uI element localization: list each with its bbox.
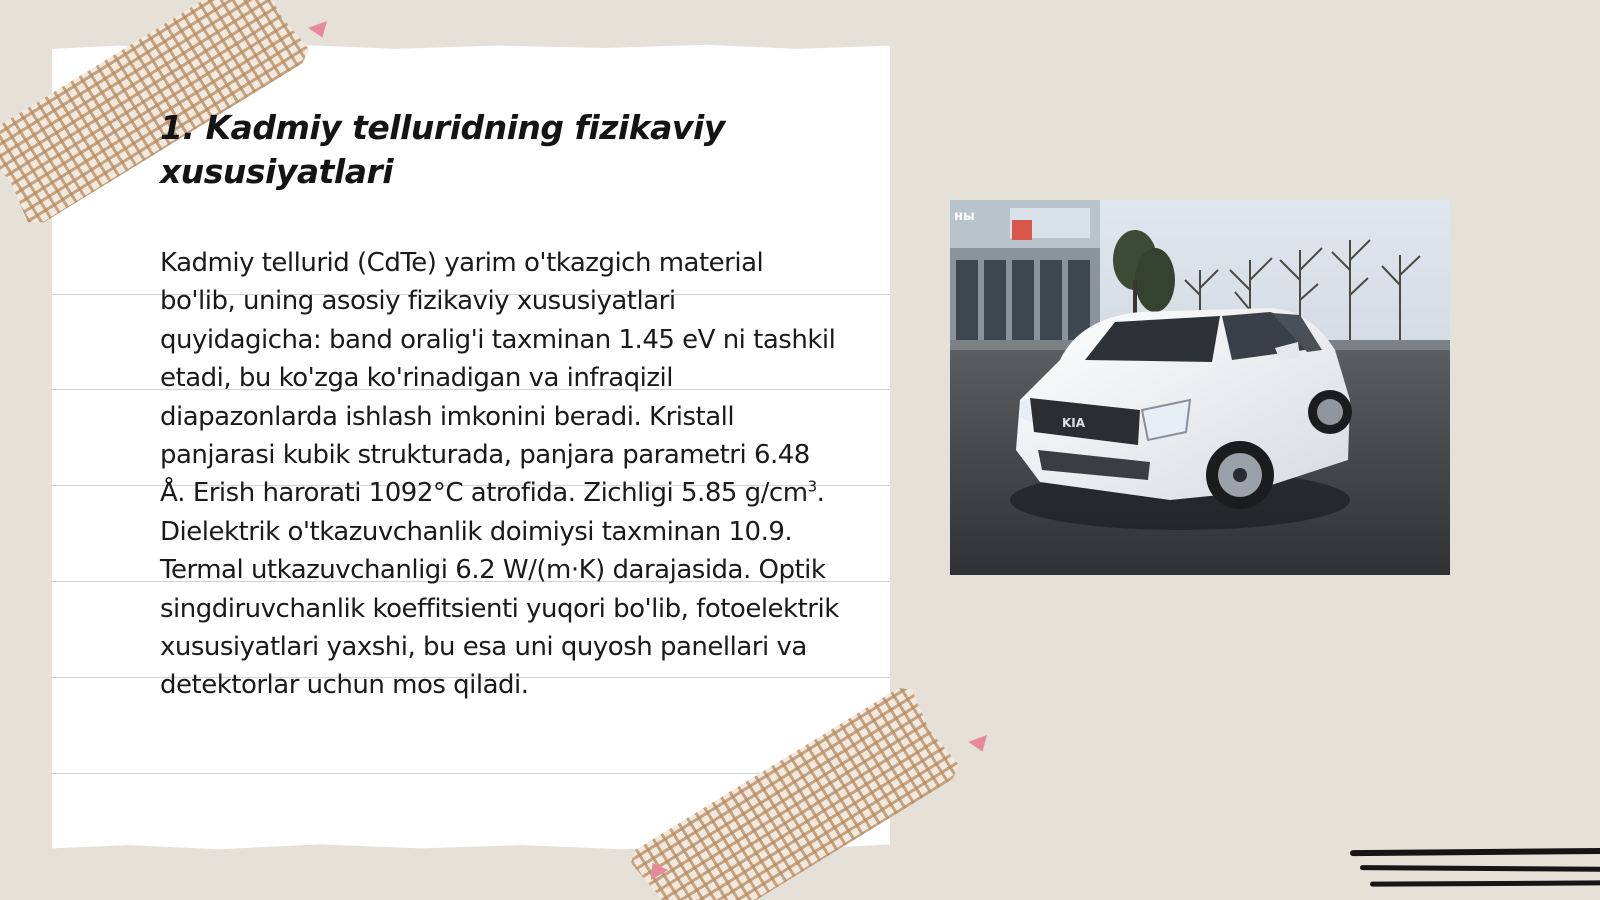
body-text-part-1: Kadmiy tellurid (CdTe) yarim o'tkazgich material bo'lib, uning asosiy fizikaviy xususiyatlari quyidagicha: band oralig'i taxminan 1.45 eV ni tashkil etadi, bu ko'zga ko'rinadigan va infraqizil diapazonlarda ishlash imkonini beradi. Kristall panjarasi kubik strukturada, panjara parametri 6.48 Å. Erish harorati 1092°C atrofida. Zichligi 5.85 g/cm	[160, 248, 836, 509]
slide-title: 1. Kadmiy telluridning fizikaviy xususiyatlari	[160, 108, 725, 191]
tape-pin-bottom-right	[968, 735, 992, 755]
car-badge: KIA	[1062, 416, 1086, 430]
slide-body-text	[160, 244, 840, 705]
marker-stroke	[1360, 865, 1600, 872]
superscript-3: 3	[807, 477, 817, 496]
store-sign-text: ны	[954, 209, 975, 224]
car-photo	[950, 200, 1450, 575]
marker-stroke	[1350, 848, 1600, 856]
marker-stroke	[1370, 880, 1600, 886]
body-text-part-2: . Dielektrik o'tkazuvchanlik doimiysi taxminan 10.9. Termal utkazuvchanligi 6.2 W/(m·K) darajasida. Optik singdiruvchanlik koeffitsienti yuqori bo'lib, fotoelektrik xususiyatlari yaxshi, bu esa uni quyosh panellari va detektorlar uchun mos qiladi.	[160, 478, 839, 701]
tape-pin-top	[308, 21, 332, 41]
